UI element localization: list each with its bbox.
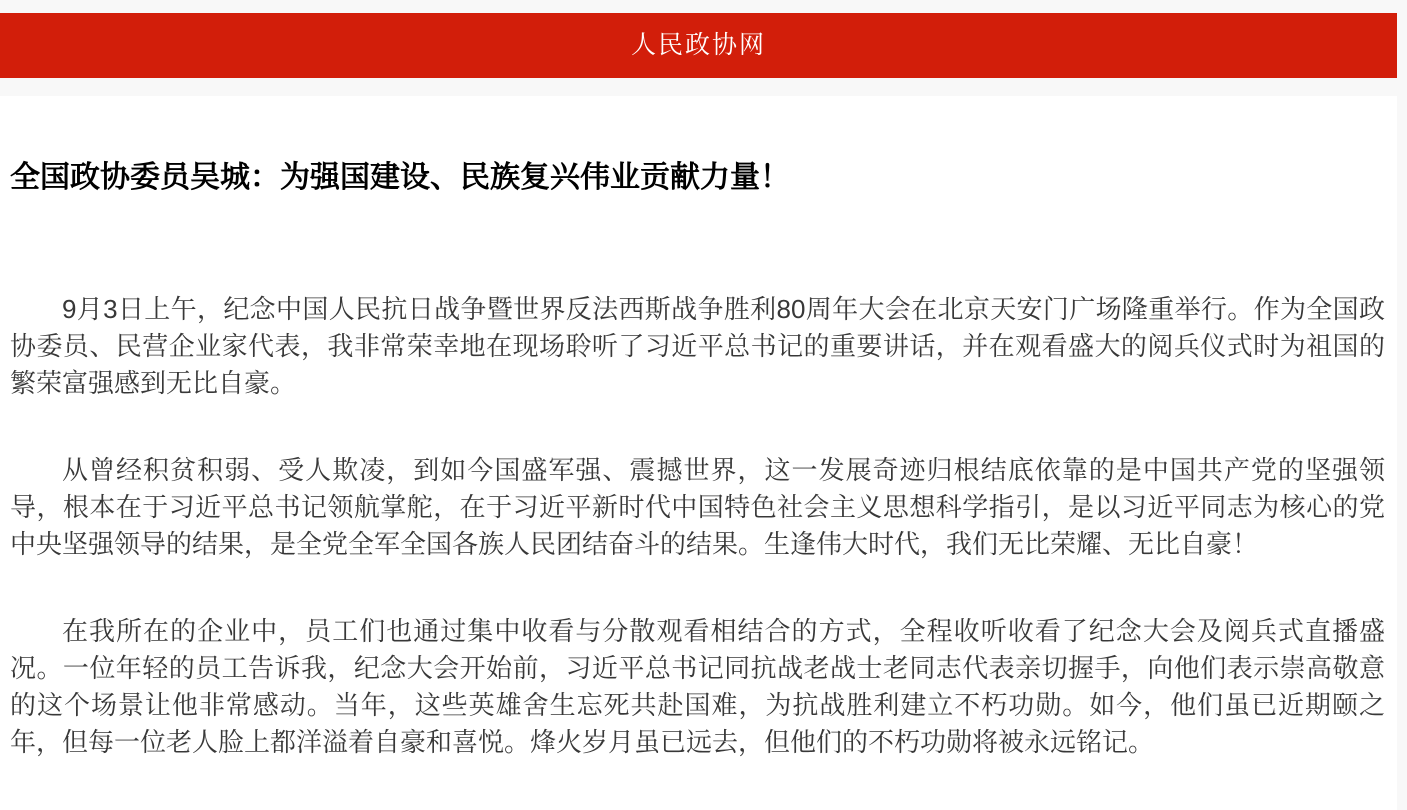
article-headline: 全国政协委员吴城：为强国建设、民族复兴伟业贡献力量！ [10, 161, 790, 194]
site-title-link[interactable]: 人民政协网 [630, 31, 766, 59]
article-paragraph-2: 从曾经积贫积弱、受人欺凌，到如今国盛军强、震撼世界，这一发展奇迹归根结底依靠的是中国共产党的坚强领导，根本在于习近平总书记领航掌舵，在于习近平新时代中国特色社会主义思想科学指引，是以习近平同志为核心的党中央坚强领导的结果，是全党全军全国各族人民团结奋斗的结果。生逢伟大时代，我们无比荣耀、无比自豪！ [10, 455, 1385, 559]
article-paragraph-3: 在我所在的企业中，员工们也通过集中收看与分散观看相结合的方式，全程收听收看了纪念大会及阅兵式直播盛况。一位年轻的员工告诉我，纪念大会开始前，习近平总书记同抗战老战士老同志代表亲切握手，向他们表示崇高敬意的这个场景让他非常感动。当年，这些英雄舍生忘死共赴国难，为抗战胜利建立不朽功勋。如今，他们虽已近期颐之年，但每一位老人脸上都洋溢着自豪和喜悦。烽火岁月虽已远去，但他们的不朽功勋将被永远铭记。 [10, 616, 1385, 757]
site-header-banner [0, 13, 1397, 78]
vertical-scrollbar-track[interactable] [1397, 0, 1407, 810]
article-content [0, 96, 1397, 810]
article-paragraph-1: 9月3日上午，纪念中国人民抗日战争暨世界反法西斯战争胜利80周年大会在北京天安门广场隆重举行。作为全国政协委员、民营企业家代表，我非常荣幸地在现场聆听了习近平总书记的重要讲话，并在观看盛大的阅兵仪式时为祖国的繁荣富强感到无比自豪。 [10, 294, 1385, 398]
